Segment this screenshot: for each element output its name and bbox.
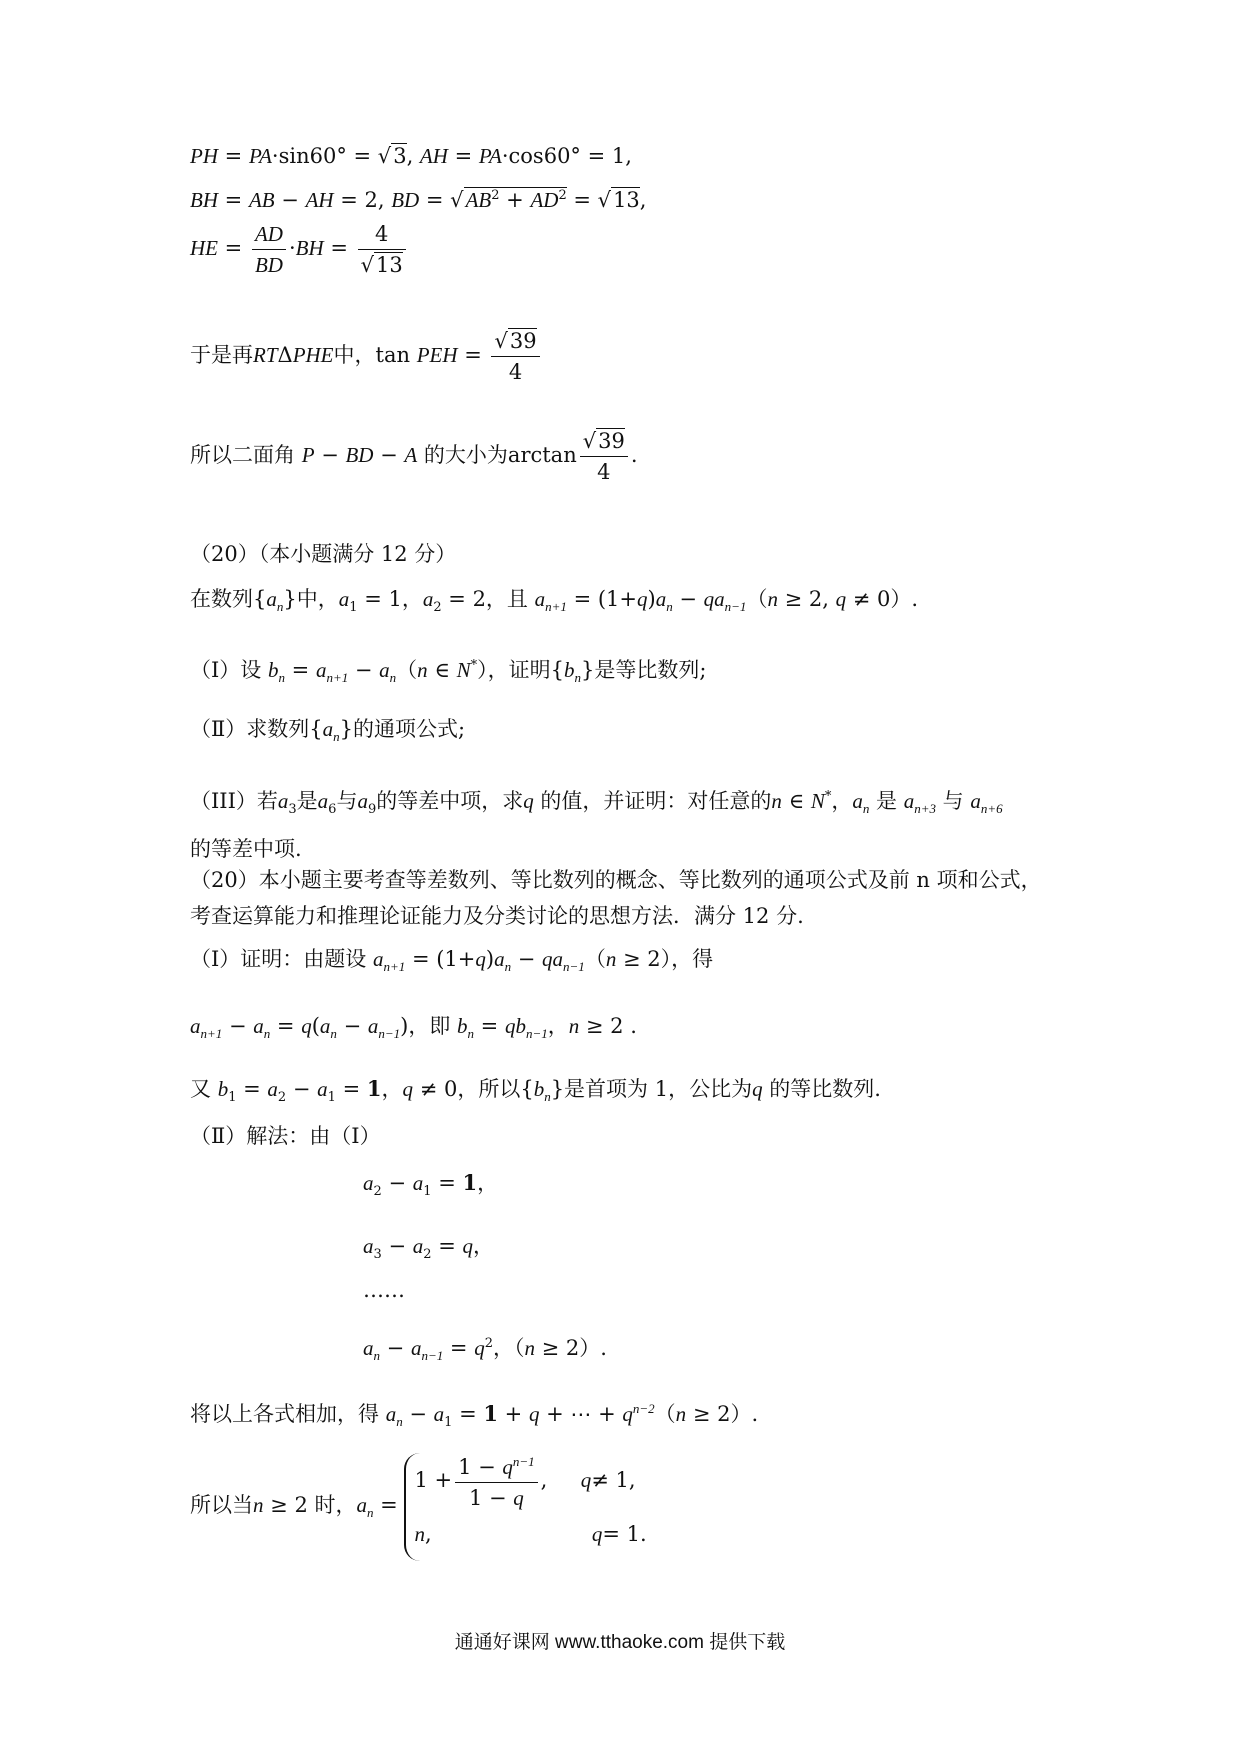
line-18: $a_2 - a_1 = 1$， bbox=[363, 1170, 499, 1200]
line-2: BH = AB − AH = 2, BD = $√AB^2 + AD^2 = √13$, bbox=[190, 188, 647, 212]
line-5: 所以二面角 P − BD − A 的大小为arctan $\frac{√39}{4}$ . bbox=[190, 425, 638, 487]
line-13: 考查运算能力和推理论证能力及分类讨论的思想方法．满分 12 分. bbox=[190, 904, 804, 928]
line-11: 的等差中项. bbox=[190, 837, 302, 861]
line-1: PH = PA·sin60° = √3, AH = PA·cos60° = 1, bbox=[190, 144, 632, 168]
line-22: 将以上各式相加，得 $a_n - a_1 = 1 + q$ + ⋯ + $q^{n-2}(n \ge 2)$. bbox=[190, 1401, 759, 1431]
line-12: （20）本小题主要考查等差数列、等比数列的概念、等比数列的通项公式及前 n 项和公式， bbox=[190, 868, 1042, 892]
line-6: （20）（本小题满分 12 分） bbox=[190, 542, 457, 566]
line-20: …… bbox=[363, 1278, 405, 1302]
line-15: $a_{n+1} - a_n = q(a_n - a_{n-1})$，即 $b_n = qb_{n-1}$，n ≥ 2 . bbox=[190, 1014, 637, 1042]
line-9: （Ⅱ）求数列$\{a_n\}$的通项公式; bbox=[190, 717, 466, 745]
line-4: 于是再RTΔPHE中，tan PEH = $\frac{√39}{4}$ bbox=[190, 325, 543, 387]
line-16: 又 $b_1 = a_2 - a_1 = 1$，q ≠ 0，所以$\{b_n\}$是首项为 1，公比为q 的等比数列. bbox=[190, 1076, 881, 1106]
line-14: （Ⅰ）证明：由题设 $a_{n+1} = (1+q)a_n - qa_{n-1}(n \ge 2)$，得 bbox=[190, 947, 714, 975]
footer-watermark: 通通好课网 www.tthaoke.com 提供下载 bbox=[454, 1632, 786, 1653]
line-17: （Ⅱ）解法：由（Ⅰ） bbox=[190, 1124, 381, 1148]
line-19: $a_3 - a_2 = q$， bbox=[363, 1234, 494, 1263]
line-7: 在数列$\{a_n\}$中，$a_1 = 1$，$a_2 = 2$，且 $a_{n+1} = (1+q)a_n - qa_{n-1}(n \ge 2$, q ≠ 0）. bbox=[190, 587, 919, 616]
piecewise-cases: 1 + $\frac{1 - q^{n-1}}{1 - q}$ , q ≠ 1, n , q = 1. bbox=[404, 1453, 646, 1561]
line-23: 所以当n ≥ 2 时，$a_n$ = 1 + $\frac{1 - q^{n-1}}{1 - q}$ , q ≠ 1, n , q = 1. bbox=[190, 1450, 647, 1568]
line-3: HE = $\frac{AD}{BD}$ ·BH = $\frac{4}{√13}$ bbox=[190, 218, 409, 280]
line-21: $a_n - a_{n-1} = q^2$，（n ≥ 2）. bbox=[363, 1336, 607, 1364]
line-10: （III）若$a_3$是$a_6$与$a_9$的等差中项，求q 的值，并证明：对任意的n ∈ N*，$a_n$ 是 $a_{n+3}$ 与 $a_{n+6}$ bbox=[190, 789, 1003, 818]
line-8: （Ⅰ）设 $b_n = a_{n+1} - a_n(n$ ∈ N*），证明$\{b_n\}$是等比数列; bbox=[190, 658, 707, 686]
